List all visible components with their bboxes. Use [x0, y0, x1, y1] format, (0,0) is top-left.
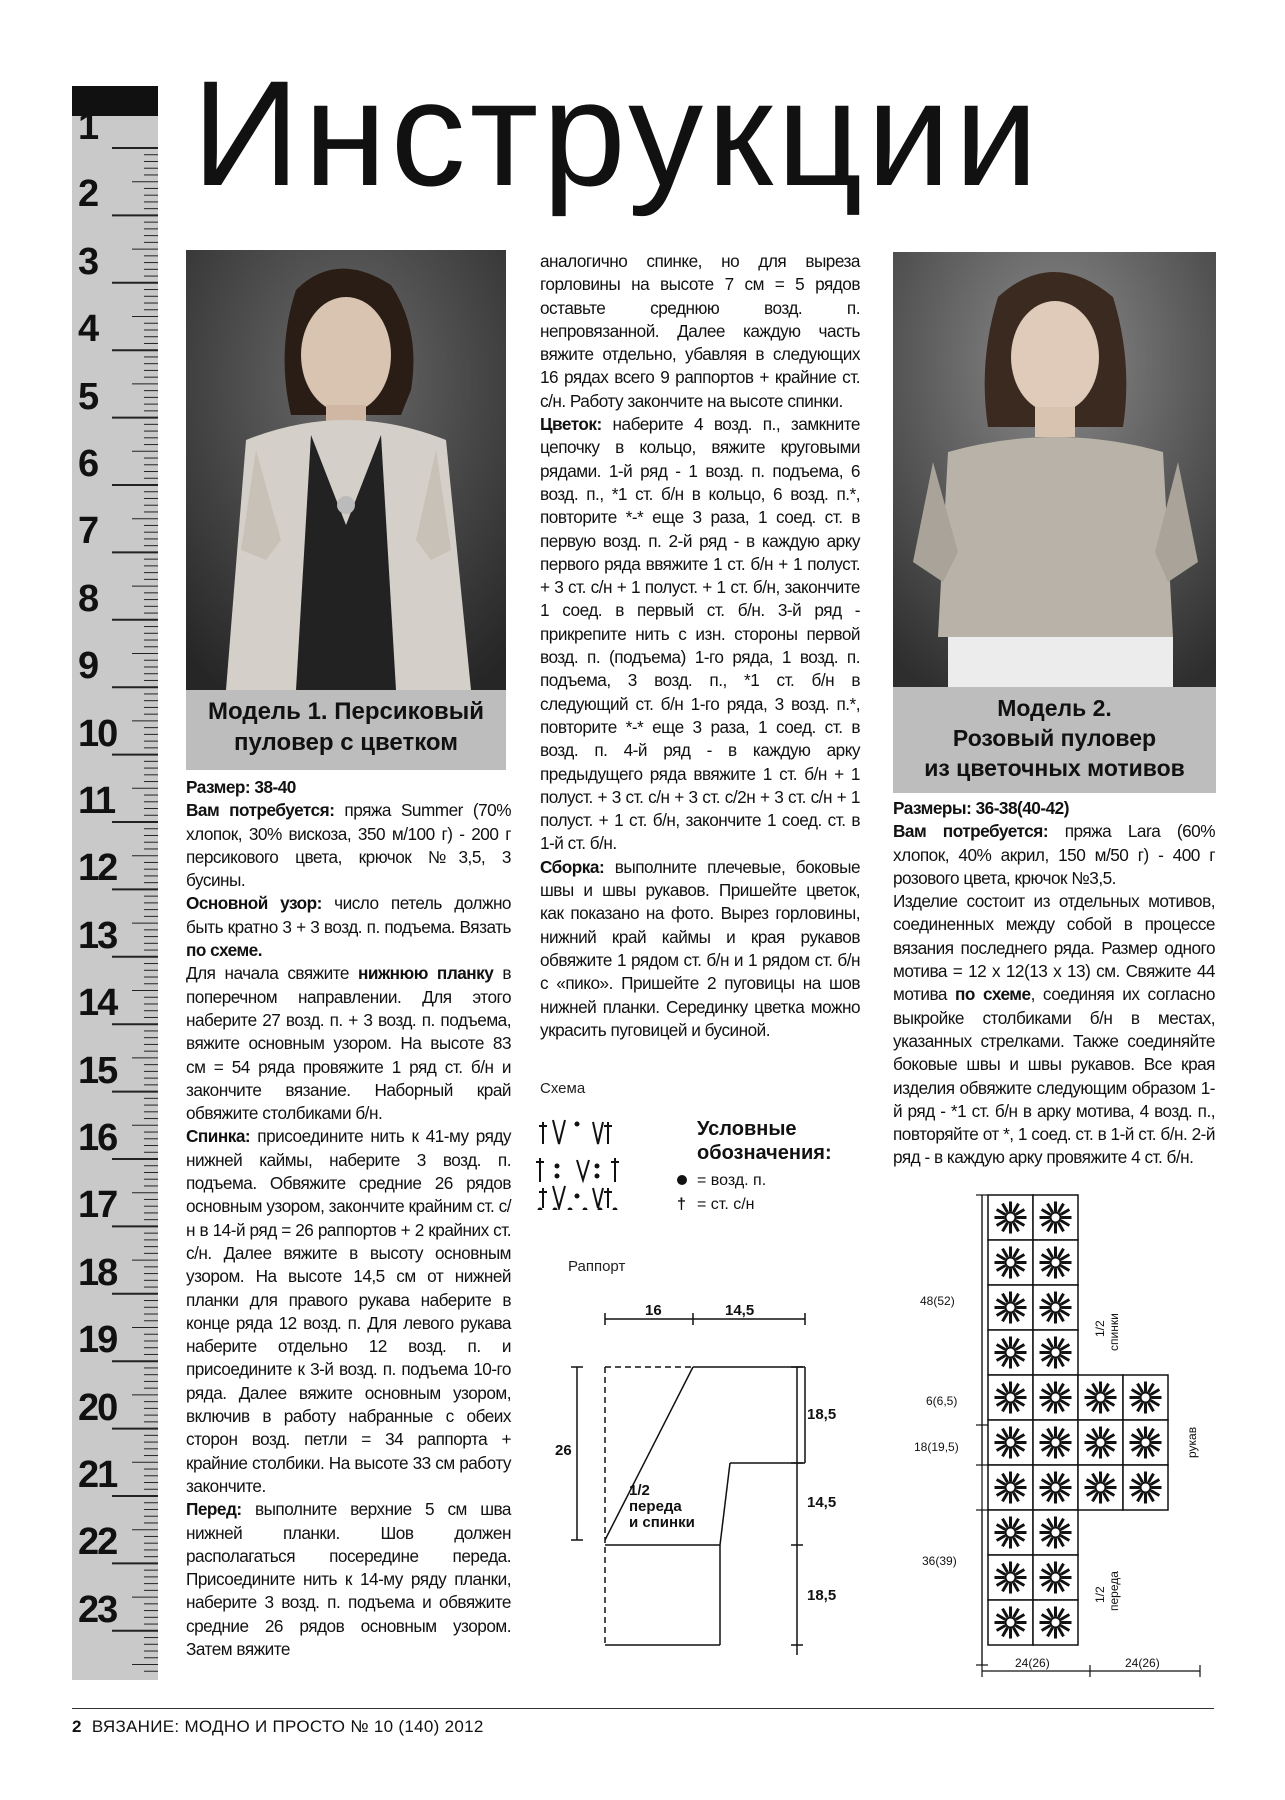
- tape-number: 3: [78, 240, 98, 283]
- model-2-instructions: [893, 797, 1215, 1170]
- model-1-band-intro: Для начала свяжите: [186, 963, 359, 984]
- motif-square: [1033, 1420, 1078, 1465]
- flower-text: наберите 4 возд. п., замкните цепочку в кольцо, вяжите круговыми рядами. 1-й ряд - 1 возд. п. подъема, 6 возд. п., *1 ст. б/н в кольцо, 6 возд. п.*, повторите *-* еще 3 раза, 1 соед. ст. в первую возд. п. 2-й ряд - в каждую арку первого ряда ввяжите 1 ст. б/н + 1 полуст. + 3 ст. с/н + 1 полуст. + 1 ст. б/н, закончите 1 соед. в первый ст. б/н. 3-й ряд - прикрепите нить с изн. стороны первой возд. п. (подъема) 1-го ряда, 1 возд. п. подъема, 3 возд. п., *1 ст. б/н в следующий ст. б/н 1-го ряда, 3 возд. п.*, повторите *-* еще 3 раза, 1 соед. ст. в возд. п. 4-й ряд - в каждую арку предыдущего ряда ввяжите 1 ст. б/н + 1 полуст. + 3 ст. с/н + 3 ст. с/2н + 3 ст. с/н + 1 полуст. + 1 ст. б/н, закончите 1 соед. ст. в 1-й ст. б/н.: [540, 414, 860, 854]
- motif-square: [988, 1195, 1033, 1240]
- model-2-caption-line3: из цветочных мотивов: [924, 755, 1185, 781]
- motif-square: [1033, 1555, 1078, 1600]
- dim-right-2: 14,5: [807, 1494, 837, 1511]
- motif-square: [1123, 1375, 1168, 1420]
- tape-number: 9: [78, 645, 98, 688]
- middle-instructions: [540, 250, 860, 1042]
- motif-square: [988, 1555, 1033, 1600]
- grid-dim-1: 48(52): [920, 1294, 955, 1308]
- model-2-needs-text: пряжа Lara (60% хлопок, 40% акрил, 150 м/50 г) - 400 г розового цвета, крючок №3,5.: [893, 821, 1216, 888]
- model-2-caption: [893, 687, 1216, 793]
- model-1-caption: [186, 690, 506, 770]
- model-1-pattern-text: число петель должно быть кратно 3 + 3 возд. п. подъема. Вязать: [186, 893, 511, 937]
- motif-square: [1033, 1375, 1078, 1420]
- page-number: 2: [72, 1717, 82, 1736]
- model-1-photo: [186, 250, 506, 690]
- sleeve-label: рукав: [1185, 1426, 1199, 1458]
- front-continued-text: аналогично спинке, но для выреза горловины на высоте 7 см = 5 рядов оставьте среднюю возд. п. непровязанной. Далее каждую часть вяжите отдельно, убавляя в следующих 16 рядах всего 9 раппортов + крайние ст. с/н. Работу закончите на высоте спинки.: [540, 251, 860, 411]
- assembly-label: Сборка:: [540, 856, 605, 877]
- page-title: Инструкции: [192, 49, 1043, 217]
- pattern-diagram: [545, 1305, 845, 1675]
- inner-label-2: переда: [629, 1498, 682, 1515]
- tape-number: 1: [78, 106, 98, 148]
- tape-number: 11: [78, 780, 115, 822]
- flower-label: Цветок:: [540, 414, 602, 435]
- dim-top-right: 14,5: [725, 1305, 755, 1319]
- motif-square: [988, 1600, 1033, 1645]
- model-1-needs-label: Вам потребуется:: [186, 800, 335, 821]
- motif-square: [1033, 1285, 1078, 1330]
- model-1-pattern-scheme: по схеме.: [186, 940, 262, 961]
- chain-dot-icon: [677, 1175, 687, 1185]
- dim-right-1: 18,5: [807, 1406, 837, 1423]
- tape-number: 10: [78, 712, 117, 755]
- back-label-2: спинки: [1107, 1313, 1121, 1351]
- tape-number: 20: [78, 1386, 117, 1429]
- motif-square: [1033, 1330, 1078, 1375]
- motif-square: [1033, 1240, 1078, 1285]
- motif-square: [988, 1330, 1033, 1375]
- motif-square: [1078, 1420, 1123, 1465]
- tape-number: 16: [78, 1117, 117, 1159]
- grid-dim-3: 18(19,5): [914, 1440, 959, 1454]
- magazine-title: ВЯЗАНИЕ: МОДНО И ПРОСТО № 10 (140) 2012: [91, 1717, 484, 1736]
- front-label-1: 1/2: [1093, 1586, 1107, 1603]
- model-1-back-label: Спинка:: [186, 1126, 251, 1147]
- grid-dim-bottom-1: 24(26): [1015, 1656, 1050, 1670]
- motif-square: [1123, 1420, 1168, 1465]
- motif-square: [988, 1285, 1033, 1330]
- tape-number: 8: [78, 577, 98, 620]
- grid-dim-4: 36(39): [922, 1554, 957, 1568]
- model-2-body-a: Изделие состоит из отдельных мотивов, соединенных между собой в процессе вязания последнего ряда. Размер одного мотива = 12 х 12(13 х 13) см. Свяжите 44 мотива: [893, 891, 1215, 1005]
- legend-title-line1: Условные: [697, 1118, 797, 1140]
- model-1-instructions: [186, 776, 511, 1661]
- model-1-caption-line1: Модель 1. Персиковый: [208, 698, 484, 725]
- motif-square: [1033, 1465, 1078, 1510]
- grid-dim-bottom-2: 24(26): [1125, 1656, 1160, 1670]
- model-1-needs-text: пряжа Summer (70% хлопок, 30% вискоза, 350 м/100 г) - 200 г персикового цвета, крючок №3,5, 3 бусины.: [186, 800, 511, 891]
- legend-dc-text: = ст. с/н: [697, 1196, 755, 1213]
- model-2-caption-line2: Розовый пуловер: [952, 725, 1157, 751]
- model-1-band-label: нижнюю планку: [358, 963, 494, 984]
- grid-dim-2: 6(6,5): [926, 1394, 958, 1408]
- legend-chain-text: = возд. п.: [697, 1172, 767, 1189]
- model-1-caption-line2: пуловер с цветком: [233, 729, 458, 756]
- model-1-front-text: выполните верхние 5 см шва нижней планки. Шов должен располагаться посередине переда. Присоедините нить к 14-му ряду планки, наберите 3 возд. п. подъема и обвяжите средние 26 рядов основным узором. Затем вяжите: [186, 1499, 511, 1659]
- inner-label-3: и спинки: [629, 1514, 695, 1531]
- motif-square: [988, 1240, 1033, 1285]
- rapport-label: Раппорт: [568, 1258, 626, 1275]
- legend-title: [697, 1117, 832, 1165]
- motif-square: [988, 1510, 1033, 1555]
- model-1-back-text: присоедините нить к 41-му ряду нижней каймы, наберите 3 возд. п. подъема. Обвяжите средние 26 рядов основным узором, закончите крайним ст. с/н в 14-й ряд = 26 раппортов + 2 крайних ст. с/н. Далее вяжите в высоту основным узором. На высоте 14,5 см от нижней планки для правого рукава наберите в конце ряда 12 возд. п. Для левого рукава наберите отдельно 12 возд. п. и присоедините к 3-й возд. п. подъема 10-го ряда. Далее вяжите основным узором, включив в работу набранные с обеих сторон возд. петли = 34 раппорта + крайние столбики. На высоте 33 см работу закончите.: [186, 1126, 511, 1496]
- tape-number: 19: [78, 1319, 117, 1362]
- model-2-body-b: , соединяя их согласно выкройке столбиками б/н в местах, указанных стрелками. Также соединяйте боковые швы и швы рукавов. Все края изделия обвяжите следующим образом 1-й ряд - *1 ст. б/н в арку мотива, 4 возд. п., повторяйте от *, 1 соед. ст. в 1-й ст. б/н. 2-й ряд - в каждую арку провяжите 4 ст. б/н.: [893, 984, 1215, 1168]
- motif-square: [988, 1375, 1033, 1420]
- dc-stitch-icon: †: [677, 1196, 686, 1213]
- tape-number: 7: [78, 510, 98, 553]
- motif-square: [1033, 1195, 1078, 1240]
- model-2-size: Размеры: 36-38(40-42): [893, 798, 1069, 818]
- tape-number: 22: [78, 1521, 117, 1564]
- legend-title-line2: обозначения:: [697, 1142, 832, 1164]
- model-2-caption-line1: Модель 2.: [997, 695, 1112, 721]
- tape-number: 17: [78, 1184, 117, 1227]
- model-1-band-text: в поперечном направлении. Для этого наберите 27 возд. п. + 3 возд. п. подъема, вяжите основным узором. На высоте 83 см = 54 ряда провяжите 1 ряд ст. б/н и закончите вязание. Наборный край обвяжите столбиками б/н.: [186, 963, 512, 1124]
- tape-number: 18: [78, 1251, 117, 1294]
- dim-top-left: 16: [645, 1305, 662, 1319]
- back-label-1: 1/2: [1093, 1320, 1107, 1337]
- motif-square: [1078, 1465, 1123, 1510]
- tape-number: 15: [78, 1049, 117, 1092]
- stitch-scheme: [535, 1110, 645, 1210]
- footer-rule: [72, 1708, 1214, 1709]
- tape-number: 21: [78, 1454, 117, 1496]
- tape-number: 6: [78, 443, 98, 485]
- model-1-size: Размер: 38-40: [186, 777, 296, 797]
- motif-square: [988, 1465, 1033, 1510]
- scheme-label: Схема: [540, 1080, 586, 1097]
- tape-number: 4: [78, 308, 98, 351]
- tape-number: 14: [78, 982, 117, 1025]
- motif-square: [1033, 1510, 1078, 1555]
- tape-number: 5: [78, 375, 98, 418]
- dim-right-3: 18,5: [807, 1587, 837, 1604]
- motif-grid-diagram: [900, 1185, 1220, 1680]
- inner-label-1: 1/2: [629, 1482, 650, 1499]
- model-1-pattern-label: Основной узор:: [186, 893, 322, 914]
- model-2-photo: [893, 252, 1216, 687]
- model-2-body-scheme: по схеме: [955, 984, 1031, 1005]
- legend-dc: [677, 1196, 755, 1214]
- motif-square: [988, 1420, 1033, 1465]
- model-2-needs-label: Вам потребуется:: [893, 821, 1049, 842]
- model-1-front-label: Перед:: [186, 1499, 242, 1520]
- footer: [72, 1717, 484, 1737]
- dim-left: 26: [555, 1442, 572, 1459]
- tape-number: 2: [78, 173, 98, 216]
- motif-square: [1033, 1600, 1078, 1645]
- legend-chain: [677, 1172, 766, 1190]
- motif-square: [1123, 1465, 1168, 1510]
- tape-number: 23: [78, 1588, 117, 1631]
- tape-number: 13: [78, 914, 117, 957]
- front-label-2: переда: [1107, 1571, 1121, 1611]
- tape-number: 12: [78, 847, 117, 890]
- motif-square: [1078, 1375, 1123, 1420]
- assembly-text: выполните плечевые, боковые швы и швы рукавов. Пришейте цветок, как показано на фото. Вырез горловины, нижний край каймы и края рукавов обвяжите 1 рядом ст. б/н и 1 рядом ст. б/н с «пико». Пришейте 2 пуговицы на шов нижней планки. Серединку цветка можно украсить пуговицей и бусиной.: [540, 856, 860, 1040]
